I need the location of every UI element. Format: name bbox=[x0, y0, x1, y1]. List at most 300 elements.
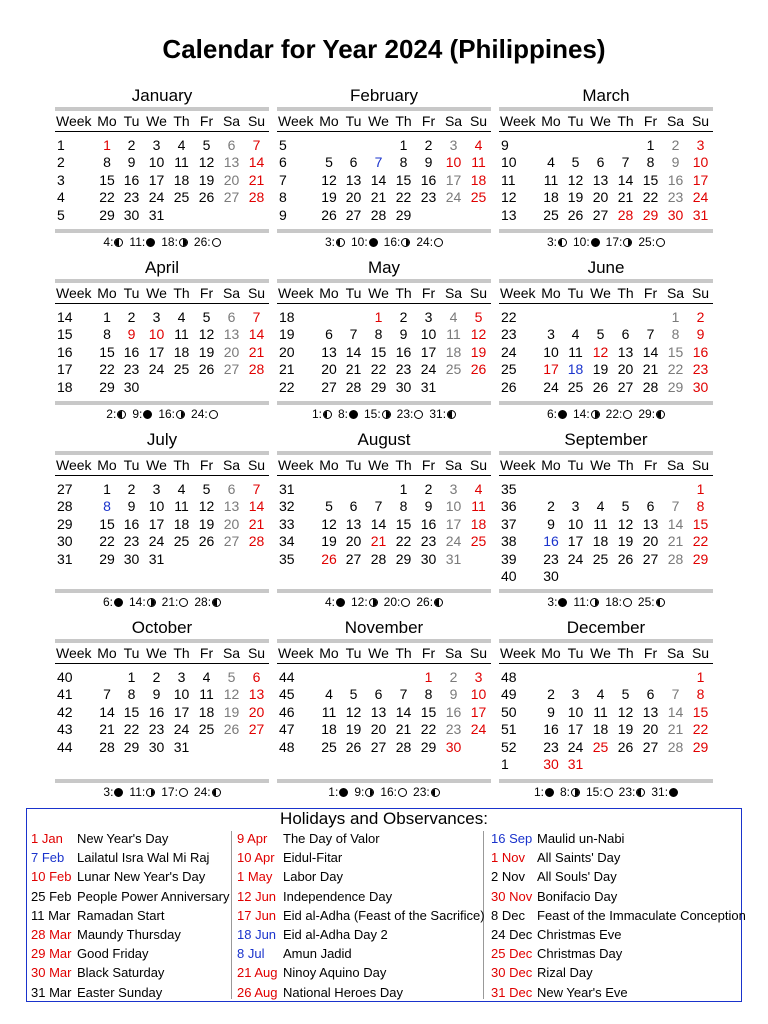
moon-phase: 18: bbox=[605, 595, 632, 609]
holiday-name: New Year's Eve bbox=[537, 984, 628, 1000]
month-name: July bbox=[146, 430, 178, 449]
weekday-header-row bbox=[55, 283, 269, 303]
full-moon-icon bbox=[434, 238, 443, 247]
day-cell: 29 bbox=[692, 738, 709, 755]
day-cell bbox=[588, 308, 613, 326]
holiday-item bbox=[491, 848, 746, 867]
day-cell: 9 bbox=[424, 498, 433, 515]
week-row bbox=[55, 686, 269, 704]
weekday-header: Week bbox=[56, 285, 92, 301]
holidays-box bbox=[26, 808, 746, 1002]
day-cell: 31 bbox=[173, 738, 190, 755]
month-name: January bbox=[131, 86, 193, 105]
week-number: 22 bbox=[501, 308, 517, 325]
day-cell: 2 bbox=[547, 686, 555, 703]
week-number: 21 bbox=[279, 361, 295, 378]
moon-phases bbox=[55, 785, 269, 799]
day-cell: 12 bbox=[223, 686, 240, 703]
day-cell: 27 bbox=[642, 550, 659, 567]
weekday-header: We bbox=[146, 285, 167, 301]
day-cell: 11 bbox=[174, 326, 189, 343]
first-quarter-icon bbox=[571, 788, 580, 797]
day-cell: 22 bbox=[123, 721, 140, 738]
week-number: 18 bbox=[57, 378, 73, 395]
day-cell bbox=[638, 480, 663, 498]
day-cell: 27 bbox=[321, 378, 337, 395]
full-moon-icon bbox=[398, 788, 407, 797]
month-name: December bbox=[566, 618, 646, 637]
day-cell: 3 bbox=[571, 686, 580, 703]
month-block-april bbox=[55, 257, 269, 396]
day-cell bbox=[219, 378, 244, 396]
day-cell: 21 bbox=[248, 515, 265, 532]
day-cell: 22 bbox=[99, 189, 115, 206]
week-number: 46 bbox=[279, 703, 295, 720]
moon-phase: 8: bbox=[560, 785, 580, 799]
phase-bar bbox=[499, 229, 713, 233]
last-quarter-icon bbox=[558, 238, 567, 247]
day-cell: 12 bbox=[617, 703, 634, 720]
day-cell: 30 bbox=[148, 738, 165, 755]
day-cell bbox=[613, 756, 638, 774]
holiday-name: Easter Sunday bbox=[77, 984, 163, 1000]
day-cell: 3 bbox=[152, 308, 161, 325]
day-cell: 22 bbox=[99, 361, 115, 378]
weekday-header: Sa bbox=[444, 645, 463, 661]
day-cell: 25 bbox=[445, 361, 462, 378]
day-cell: 30 bbox=[543, 568, 559, 585]
week-number: 37 bbox=[501, 515, 517, 532]
holiday-name: Ramadan Start bbox=[77, 907, 165, 923]
day-cell: 16 bbox=[420, 515, 437, 532]
holiday-item bbox=[237, 944, 485, 963]
day-cell: 8 bbox=[399, 154, 408, 171]
day-cell: 7 bbox=[621, 154, 630, 171]
day-cell: 29 bbox=[395, 550, 412, 567]
week-row bbox=[499, 326, 713, 344]
week-row bbox=[277, 206, 491, 224]
holiday-date: 11 Mar bbox=[31, 907, 71, 923]
first-quarter-icon bbox=[146, 788, 155, 797]
holiday-name: New Year's Day bbox=[77, 831, 169, 846]
weekday-header: Week bbox=[278, 113, 314, 129]
weekday-header: Week bbox=[56, 645, 92, 661]
day-cell: 8 bbox=[103, 154, 111, 171]
moon-phase: 11: bbox=[129, 235, 155, 249]
holiday-name: Maundy Thursday bbox=[77, 926, 181, 942]
day-cell: 4 bbox=[177, 136, 186, 153]
holiday-date: 7 Feb bbox=[31, 850, 65, 866]
day-cell: 30 bbox=[395, 378, 412, 395]
moon-phase: 15: bbox=[586, 785, 613, 799]
day-cell bbox=[613, 568, 638, 586]
week-row bbox=[499, 361, 713, 379]
moon-phases bbox=[277, 407, 491, 421]
weekday-header: We bbox=[146, 645, 167, 661]
weekday-header: Sa bbox=[666, 285, 685, 301]
day-cell bbox=[194, 738, 219, 756]
holiday-date: 9 Apr bbox=[237, 831, 268, 846]
holiday-item bbox=[237, 867, 485, 886]
moon-phase: 23: bbox=[397, 407, 424, 421]
day-cell: 23 bbox=[123, 189, 140, 206]
full-moon-icon bbox=[179, 598, 188, 607]
weekday-header: Sa bbox=[666, 113, 685, 129]
day-cell: 27 bbox=[370, 738, 387, 755]
week-number: 23 bbox=[501, 326, 517, 343]
day-cell: 24 bbox=[470, 721, 487, 738]
holiday-item bbox=[31, 944, 229, 963]
day-cell: 6 bbox=[227, 136, 236, 153]
day-cell: 16 bbox=[420, 171, 437, 188]
day-cell: 14 bbox=[370, 515, 387, 532]
weekday-header: We bbox=[368, 285, 389, 301]
header-divider bbox=[55, 475, 269, 476]
day-cell: 5 bbox=[571, 154, 580, 171]
month-block-june bbox=[499, 257, 713, 396]
day-cell: 12 bbox=[198, 326, 215, 343]
weekday-header: Mo bbox=[319, 457, 339, 473]
weekday-header: Su bbox=[691, 457, 710, 473]
week-number: 6 bbox=[279, 154, 287, 171]
day-cell: 14 bbox=[642, 343, 659, 360]
holiday-name: Lailatul Isra Wal Mi Raj bbox=[77, 850, 210, 866]
week-row bbox=[499, 480, 713, 498]
column-divider bbox=[231, 831, 232, 999]
day-cell: 3 bbox=[152, 480, 161, 497]
weekday-header: Sa bbox=[444, 113, 463, 129]
day-cell: 9 bbox=[399, 326, 408, 343]
day-cell: 25 bbox=[592, 738, 609, 755]
day-cell: 13 bbox=[642, 515, 659, 532]
weekday-header-row bbox=[55, 455, 269, 475]
day-cell bbox=[317, 668, 341, 686]
holiday-date: 2 Nov bbox=[491, 869, 525, 885]
day-cell: 1 bbox=[696, 668, 705, 685]
day-cell: 17 bbox=[148, 343, 165, 360]
month-name: November bbox=[344, 618, 424, 637]
moon-phase: 16: bbox=[384, 235, 411, 249]
day-cell: 6 bbox=[621, 326, 630, 343]
day-cell: 2 bbox=[127, 480, 136, 497]
day-cell: 28 bbox=[248, 189, 265, 206]
moon-phases bbox=[499, 595, 713, 609]
holiday-name: Independence Day bbox=[283, 888, 393, 904]
day-cell: 10 bbox=[692, 154, 709, 171]
day-cell bbox=[466, 738, 491, 756]
week-number: 24 bbox=[501, 343, 517, 360]
weekday-header: Th bbox=[395, 457, 412, 473]
weekday-header: Sa bbox=[222, 285, 241, 301]
day-cell: 28 bbox=[345, 378, 362, 395]
holiday-name: Labor Day bbox=[283, 869, 343, 885]
holiday-item bbox=[31, 887, 229, 906]
holiday-name: Eidul-Fitar bbox=[283, 850, 343, 866]
day-cell: 6 bbox=[596, 154, 605, 171]
day-cell: 2 bbox=[696, 308, 705, 325]
weekday-header: Mo bbox=[541, 285, 561, 301]
weekday-header: Fr bbox=[643, 113, 658, 129]
day-cell bbox=[563, 308, 588, 326]
day-cell: 5 bbox=[349, 686, 358, 703]
day-cell: 11 bbox=[593, 515, 608, 532]
phase-bar bbox=[499, 401, 713, 405]
week-number: 5 bbox=[279, 136, 287, 153]
weekday-header: Th bbox=[173, 457, 190, 473]
moon-phase: 26: bbox=[194, 235, 221, 249]
moon-phase: 17: bbox=[606, 235, 633, 249]
week-number: 14 bbox=[57, 308, 73, 325]
moon-phase: 4: bbox=[325, 595, 345, 609]
week-row bbox=[55, 189, 269, 207]
day-cell: 3 bbox=[449, 480, 458, 497]
day-cell: 23 bbox=[420, 533, 437, 550]
moon-phases bbox=[55, 407, 269, 421]
day-cell: 10 bbox=[420, 326, 437, 343]
holiday-name: Christmas Eve bbox=[537, 926, 622, 942]
day-cell: 21 bbox=[395, 721, 412, 738]
day-cell: 2 bbox=[671, 136, 680, 153]
day-cell bbox=[663, 668, 688, 686]
holiday-name: Black Saturday bbox=[77, 965, 165, 981]
day-cell: 19 bbox=[617, 533, 634, 550]
weekday-header-row bbox=[499, 455, 713, 475]
day-cell bbox=[638, 756, 663, 774]
last-quarter-icon bbox=[431, 788, 440, 797]
day-cell: 15 bbox=[99, 171, 115, 188]
day-cell: 15 bbox=[370, 343, 387, 360]
week-row bbox=[277, 550, 491, 568]
holiday-name: National Heroes Day bbox=[283, 984, 403, 1000]
weekday-header: Sa bbox=[444, 285, 463, 301]
month-table bbox=[277, 111, 491, 224]
holiday-name: All Souls' Day bbox=[537, 869, 617, 885]
day-cell: 25 bbox=[567, 378, 584, 395]
day-cell: 14 bbox=[99, 703, 115, 720]
day-cell: 17 bbox=[567, 721, 584, 738]
day-cell: 27 bbox=[592, 206, 609, 223]
week-number: 35 bbox=[501, 480, 517, 497]
weekday-header: Tu bbox=[123, 457, 140, 473]
day-cell: 14 bbox=[345, 343, 362, 360]
day-cell: 25 bbox=[470, 533, 487, 550]
moon-phase: 6: bbox=[547, 407, 567, 421]
week-row bbox=[55, 738, 269, 756]
day-cell: 6 bbox=[227, 480, 236, 497]
day-cell: 7 bbox=[103, 686, 111, 703]
day-cell: 8 bbox=[103, 326, 111, 343]
new-moon-icon bbox=[558, 410, 567, 419]
holiday-date: 24 Dec bbox=[491, 926, 533, 942]
month-name: March bbox=[582, 86, 630, 105]
week-number: 49 bbox=[501, 686, 517, 703]
phase-bar bbox=[277, 779, 491, 783]
week-number: 41 bbox=[57, 686, 73, 703]
moon-phase: 16: bbox=[158, 407, 185, 421]
holiday-name: Feast of the Immaculate Conception bbox=[537, 907, 746, 923]
weekday-header: Sa bbox=[222, 113, 241, 129]
week-row bbox=[55, 343, 269, 361]
holiday-name: Lunar New Year's Day bbox=[77, 869, 206, 885]
first-quarter-icon bbox=[365, 788, 374, 797]
week-row bbox=[55, 550, 269, 568]
weekday-header-row bbox=[277, 643, 491, 663]
month-block-september bbox=[499, 429, 713, 585]
full-moon-icon bbox=[656, 238, 665, 247]
moon-phases bbox=[277, 235, 491, 249]
day-cell: 27 bbox=[248, 721, 265, 738]
day-cell: 6 bbox=[374, 686, 383, 703]
week-number: 10 bbox=[501, 154, 517, 171]
day-cell bbox=[663, 480, 688, 498]
day-cell: 20 bbox=[370, 721, 387, 738]
moon-phase: 9: bbox=[354, 785, 374, 799]
day-cell: 13 bbox=[345, 515, 362, 532]
day-cell: 20 bbox=[345, 533, 362, 550]
day-cell: 4 bbox=[177, 308, 186, 325]
month-name: June bbox=[587, 258, 625, 277]
week-row bbox=[499, 703, 713, 721]
week-row bbox=[499, 171, 713, 189]
week-row bbox=[499, 206, 713, 224]
week-row bbox=[55, 533, 269, 551]
moon-phase: 2: bbox=[106, 407, 126, 421]
moon-phase: 1: bbox=[328, 785, 348, 799]
day-cell: 14 bbox=[248, 498, 265, 515]
moon-phase: 31: bbox=[651, 785, 678, 799]
week-number: 30 bbox=[57, 533, 73, 550]
holiday-name: Rizal Day bbox=[537, 965, 593, 981]
day-cell: 24 bbox=[420, 361, 437, 378]
day-cell: 7 bbox=[399, 686, 408, 703]
weekday-header: Fr bbox=[199, 645, 214, 661]
day-cell: 23 bbox=[692, 361, 709, 378]
weekday-header: Tu bbox=[567, 113, 584, 129]
holiday-name: Eid al-Adha (Feast of the Sacrifice) bbox=[283, 907, 485, 923]
week-row bbox=[499, 378, 713, 396]
day-cell: 13 bbox=[370, 703, 387, 720]
holiday-item bbox=[237, 829, 485, 848]
day-cell: 22 bbox=[370, 361, 387, 378]
phase-bar bbox=[55, 401, 269, 405]
day-cell: 20 bbox=[617, 361, 634, 378]
day-cell: 13 bbox=[321, 343, 337, 360]
day-cell: 1 bbox=[127, 668, 136, 685]
day-cell bbox=[244, 206, 269, 224]
holiday-item bbox=[491, 983, 746, 1002]
week-number: 12 bbox=[501, 189, 517, 206]
day-cell: 15 bbox=[395, 515, 412, 532]
week-number: 40 bbox=[57, 668, 73, 685]
new-moon-icon bbox=[146, 238, 155, 247]
holiday-item bbox=[491, 906, 746, 925]
week-row bbox=[277, 515, 491, 533]
week-row bbox=[277, 533, 491, 551]
phase-bar bbox=[55, 779, 269, 783]
day-cell bbox=[688, 756, 713, 774]
week-row bbox=[55, 326, 269, 344]
month-table bbox=[499, 111, 713, 224]
month-table bbox=[277, 455, 491, 568]
day-cell: 2 bbox=[424, 480, 433, 497]
day-cell: 22 bbox=[99, 533, 115, 550]
day-cell: 29 bbox=[370, 378, 387, 395]
day-cell bbox=[317, 480, 341, 498]
weekday-header: We bbox=[590, 285, 611, 301]
day-cell bbox=[638, 668, 663, 686]
moon-phases bbox=[499, 235, 713, 249]
day-cell: 16 bbox=[445, 703, 462, 720]
new-moon-icon bbox=[369, 238, 378, 247]
week-number: 51 bbox=[501, 721, 517, 738]
moon-phase: 6: bbox=[103, 595, 123, 609]
day-cell: 19 bbox=[198, 171, 215, 188]
day-cell: 1 bbox=[696, 480, 705, 497]
day-cell: 21 bbox=[248, 171, 265, 188]
weekday-header: Mo bbox=[541, 113, 561, 129]
holiday-item bbox=[491, 963, 746, 982]
week-number: 26 bbox=[501, 378, 517, 395]
weekday-header: Su bbox=[247, 645, 266, 661]
day-cell: 9 bbox=[424, 154, 433, 171]
moon-phase: 3: bbox=[547, 595, 567, 609]
day-cell: 20 bbox=[592, 189, 609, 206]
day-cell bbox=[663, 568, 688, 586]
day-cell: 20 bbox=[642, 533, 659, 550]
weekday-header: Th bbox=[173, 645, 190, 661]
weekday-header: Mo bbox=[97, 113, 117, 129]
week-row bbox=[499, 343, 713, 361]
weekday-header: Week bbox=[56, 113, 92, 129]
day-cell: 8 bbox=[696, 498, 705, 515]
day-cell: 18 bbox=[470, 515, 487, 532]
moon-phase: 14: bbox=[129, 595, 156, 609]
day-cell: 16 bbox=[123, 343, 140, 360]
last-quarter-icon bbox=[336, 238, 345, 247]
moon-phase: 26: bbox=[416, 595, 443, 609]
full-moon-icon bbox=[623, 410, 632, 419]
first-quarter-icon bbox=[179, 238, 188, 247]
week-number: 40 bbox=[501, 568, 517, 585]
holiday-name: Good Friday bbox=[77, 946, 149, 962]
moon-phases bbox=[499, 785, 713, 799]
full-moon-icon bbox=[209, 410, 218, 419]
day-cell: 21 bbox=[370, 533, 387, 550]
holiday-column bbox=[237, 829, 485, 1002]
day-cell: 13 bbox=[223, 498, 240, 515]
weekday-header: Tu bbox=[123, 113, 140, 129]
week-number: 13 bbox=[501, 206, 517, 223]
day-cell: 13 bbox=[617, 343, 634, 360]
moon-phase: 9: bbox=[132, 407, 152, 421]
day-cell: 11 bbox=[471, 154, 486, 171]
day-cell: 16 bbox=[667, 171, 684, 188]
week-number: 18 bbox=[279, 308, 295, 325]
day-cell: 18 bbox=[173, 171, 190, 188]
day-cell: 17 bbox=[470, 703, 487, 720]
week-number: 2 bbox=[57, 154, 65, 171]
holiday-item bbox=[491, 887, 746, 906]
day-cell bbox=[244, 550, 269, 568]
day-cell: 29 bbox=[395, 206, 412, 223]
day-cell: 27 bbox=[345, 206, 362, 223]
day-cell: 27 bbox=[642, 738, 659, 755]
holiday-name: Amun Jadid bbox=[283, 946, 352, 962]
moon-phase: 3: bbox=[325, 235, 345, 249]
weekday-header: Tu bbox=[123, 645, 140, 661]
day-cell: 2 bbox=[399, 308, 408, 325]
full-moon-icon bbox=[212, 238, 221, 247]
